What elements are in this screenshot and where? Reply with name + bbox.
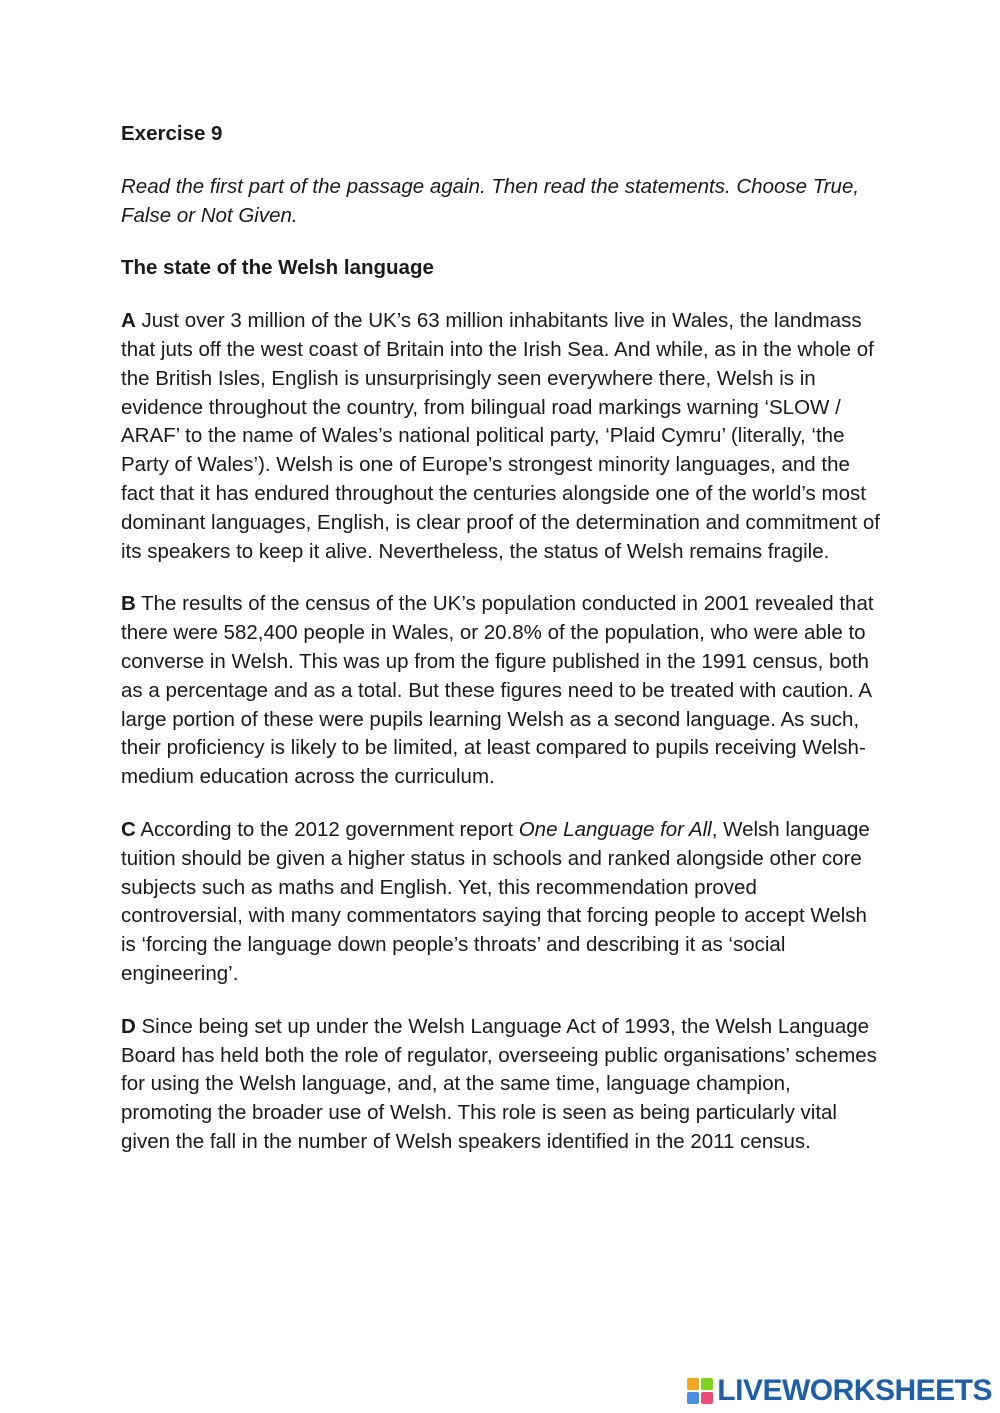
- worksheet-page: [121, 120, 881, 1181]
- exercise-instructions: Read the first part of the passage again. Then read the statements. Choose True, False or Not Given.: [121, 174, 860, 227]
- liveworksheets-logo-icon: [687, 1378, 713, 1404]
- paragraph-c: [121, 816, 881, 989]
- paragraph-letter: D: [121, 1014, 136, 1038]
- paragraph-text: According to the 2012 government report: [135, 817, 519, 841]
- paragraph-text: , Welsh language tuition should be given a higher status in schools and ranked alongside other core subjects such as maths and English. Yet, this recommendation proved controversial, with many commentators saying that forcing people to accept Welsh is ‘forcing the language down people’s throats’ and describing it as ‘social engineering’.: [121, 817, 870, 985]
- paragraph-text: Just over 3 million of the UK’s 63 million inhabitants live in Wales, the landmass that juts off the west coast of Britain into the Irish Sea. And while, as in the whole of the British Isles, English is unsurprisingly seen everywhere there, Welsh is in evidence throughout the country, from bilingual road markings warning ‘SLOW / ARAF’ to the name of Wales’s national political party, ‘Plaid Cymru’ (literally, ‘the Party of Wales’). Welsh is one of Europe’s strongest minority languages, and the fact that it has endured throughout the centuries alongside one of the world’s most dominant languages, English, is clear proof of the determination and commitment of its speakers to keep it alive. Nevertheless, the status of Welsh remains fragile.: [121, 309, 880, 563]
- paragraph-text: Since being set up under the Welsh Language Act of 1993, the Welsh Language Board has held both the role of regulator, overseeing public organisations’ schemes for using the Welsh language, and, at the same time, language champion, promoting the broader use of Welsh. This role is seen as being particularly vital given the fall in the number of Welsh speakers identified in the 2011 census.: [121, 1014, 877, 1153]
- paragraph-letter: B: [121, 592, 136, 616]
- passage-title: The state of the Welsh language: [121, 256, 434, 280]
- paragraph-d: [121, 1013, 881, 1157]
- paragraph-a: [121, 307, 881, 566]
- paragraph-text: The results of the census of the UK’s population conducted in 2001 revealed that there were 582,400 people in Wales, or 20.8% of the population, who were able to converse in Welsh. This was up from the figure published in the 1991 census, both as a percentage and as a total. But these figures need to be treated with caution. A large portion of these were pupils learning Welsh as a second language. As such, their proficiency is likely to be limited, at least compared to pupils receiving Welsh-medium education across the curriculum.: [121, 592, 874, 789]
- paragraph-b: [121, 590, 881, 792]
- exercise-heading: Exercise 9: [121, 122, 223, 145]
- brand-name: LIVEWORKSHEETS: [717, 1374, 992, 1407]
- liveworksheets-branding: [687, 1373, 992, 1409]
- report-title: One Language for All: [518, 817, 712, 841]
- paragraph-letter: A: [121, 309, 136, 333]
- paragraph-letter: C: [121, 817, 136, 841]
